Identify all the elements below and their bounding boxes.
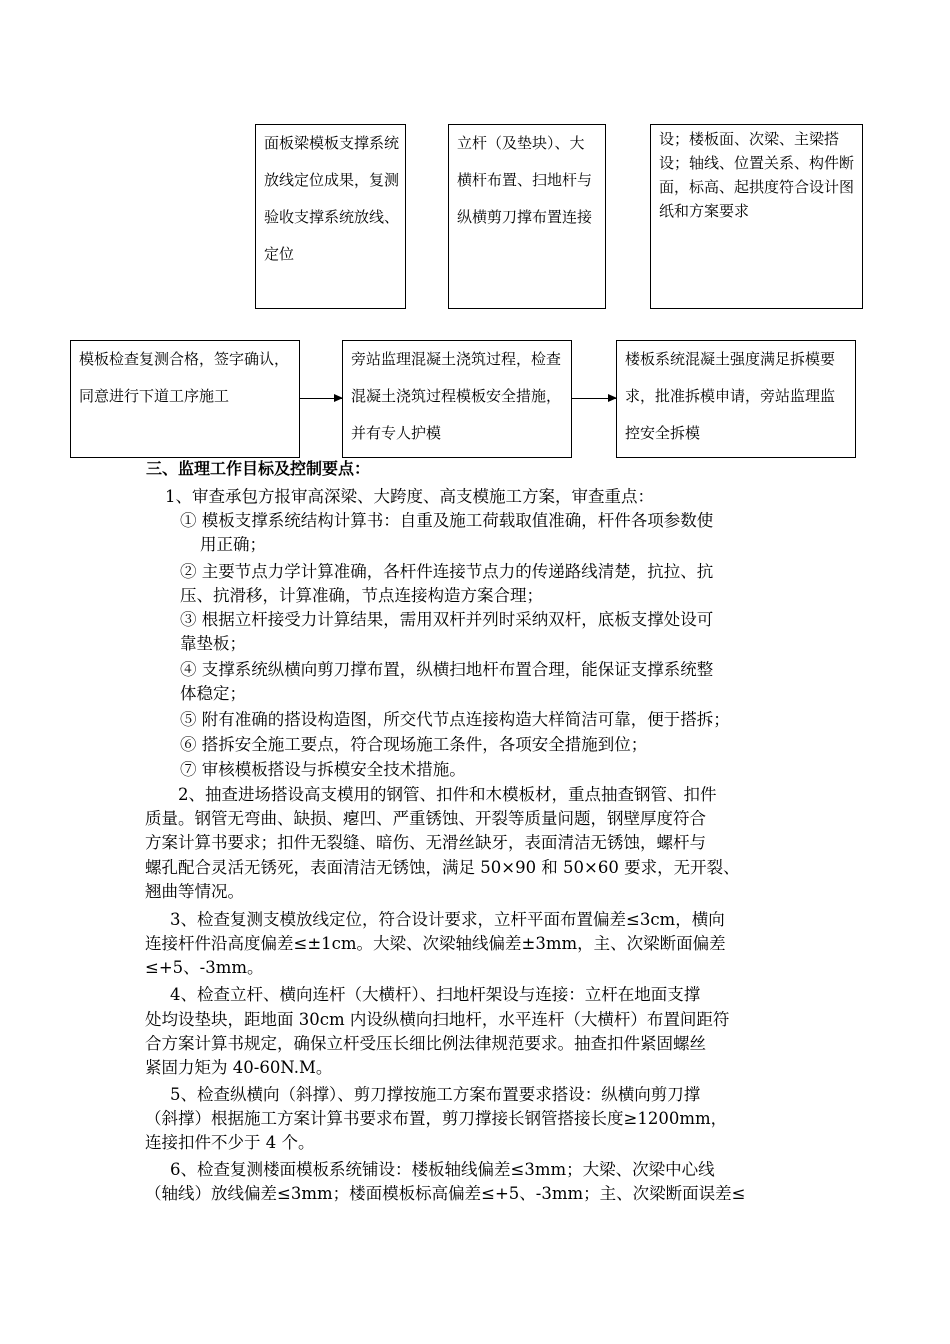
text-line: 压、抗滑移，计算准确，节点连接构造方案合理； bbox=[180, 586, 543, 605]
text-line: 3、检查复测支模放线定位，符合设计要求，立杆平面布置偏差≤3cm，横向 bbox=[170, 910, 725, 929]
text-line: 4、检查立杆、横向连杆（大横杆）、扫地杆架设与连接：立杆在地面支撑 bbox=[170, 985, 701, 1004]
text-line: 1、审查承包方报审高深梁、大跨度、高支模施工方案，审查重点： bbox=[165, 487, 654, 506]
text-line: ③ 根据立杆接受力计算结果，需用双杆并列时采纳双杆，底板支撑处设可 bbox=[180, 610, 714, 629]
text-line: （斜撑）根据施工方案计算书要求布置，剪刀撑接长钢管搭接长度≥1200mm， bbox=[145, 1109, 728, 1128]
text-line: 连接杆件沿高度偏差≤±1cm。大梁、次梁轴线偏差±3mm，主、次梁断面偏差 bbox=[145, 934, 726, 953]
text-line: 合方案计算书规定，确保立杆受压长细比例法律规范要求。抽查扣件紧固螺丝 bbox=[145, 1034, 706, 1053]
text-line: ⑤ 附有准确的搭设构造图，所交代节点连接构造大样简洁可靠，便于搭拆； bbox=[180, 710, 730, 729]
text-line: 6、检查复测楼面模板系统铺设：楼板轴线偏差≤3mm；大梁、次梁中心线 bbox=[170, 1160, 715, 1179]
flow-box-concrete-pouring: 旁站监理混凝土浇筑过程，检查混凝土浇筑过程模板安全措施，并有专人护模 bbox=[342, 340, 572, 458]
text-line: 用正确； bbox=[200, 535, 266, 554]
text-line: 紧固力矩为 40-60N.M。 bbox=[145, 1058, 333, 1077]
text-line: 翘曲等情况。 bbox=[145, 882, 244, 901]
text-line: 2、抽查进场搭设高支模用的钢管、扣件和木模板材，重点抽查钢管、扣件 bbox=[178, 785, 717, 804]
text-line: ≤+5、-3mm。 bbox=[145, 958, 264, 977]
text-line: 方案计算书要求；扣件无裂缝、暗伤、无滑丝缺牙，表面清洁无锈蚀，螺杆与 bbox=[145, 833, 706, 852]
text-line: 螺孔配合灵活无锈死，表面清洁无锈蚀，满足 50×90 和 50×60 要求，无开裂、 bbox=[145, 858, 740, 877]
flow-arrow-1 bbox=[300, 398, 342, 399]
text-line: ④ 支撑系统纵横向剪刀撑布置，纵横扫地杆布置合理，能保证支撑系统整 bbox=[180, 660, 714, 679]
text-line: ⑥ 搭拆安全施工要点，符合现场施工条件，各项安全措施到位； bbox=[180, 735, 648, 754]
text-line: 处均设垫块，距地面 30cm 内设纵横向扫地杆，水平连杆（大横杆）布置间距符 bbox=[145, 1010, 730, 1029]
text-line: ② 主要节点力学计算准确，各杆件连接节点力的传递路线清楚，抗拉、抗 bbox=[180, 562, 714, 581]
text-line: ⑦ 审核模板搭设与拆模安全技术措施。 bbox=[180, 760, 466, 779]
text-line: （轴线）放线偏差≤3mm；楼面模板标高偏差≤+5、-3mm；主、次梁断面误差≤ bbox=[145, 1184, 746, 1203]
flow-box-survey-result: 面板梁模板支撑系统放线定位成果，复测验收支撑系统放线、定位 bbox=[255, 124, 406, 309]
text-line: 靠垫板； bbox=[180, 634, 246, 653]
text-line: 5、检查纵横向（斜撑）、剪刀撑按施工方案布置要求搭设：纵横向剪刀撑 bbox=[170, 1085, 701, 1104]
section-title: 三、监理工作目标及控制要点： bbox=[146, 459, 371, 478]
flow-box-inspection-approved: 模板检查复测合格，签字确认，同意进行下道工序施工 bbox=[70, 340, 300, 458]
flow-box-design-compliance: 设；楼板面、次梁、主梁搭设；轴线、位置关系、构件断面，标高、起拱度符合设计图纸和方案要求 bbox=[650, 124, 863, 309]
flow-box-pole-layout: 立杆（及垫块）、大横杆布置、扫地杆与纵横剪刀撑布置连接 bbox=[448, 124, 606, 309]
text-line: 连接扣件不少于 4 个。 bbox=[145, 1133, 315, 1152]
flow-arrow-2 bbox=[572, 398, 616, 399]
text-line: 体稳定； bbox=[180, 684, 246, 703]
text-line: ① 模板支撑系统结构计算书：自重及施工荷载取值准确，杆件各项参数使 bbox=[180, 511, 714, 530]
text-line: 质量。钢管无弯曲、缺损、瘪凹、严重锈蚀、开裂等质量问题，钢壁厚度符合 bbox=[145, 809, 706, 828]
flow-box-formwork-removal: 楼板系统混凝土强度满足拆模要求，批准拆模申请，旁站监理监控安全拆模 bbox=[616, 340, 856, 458]
